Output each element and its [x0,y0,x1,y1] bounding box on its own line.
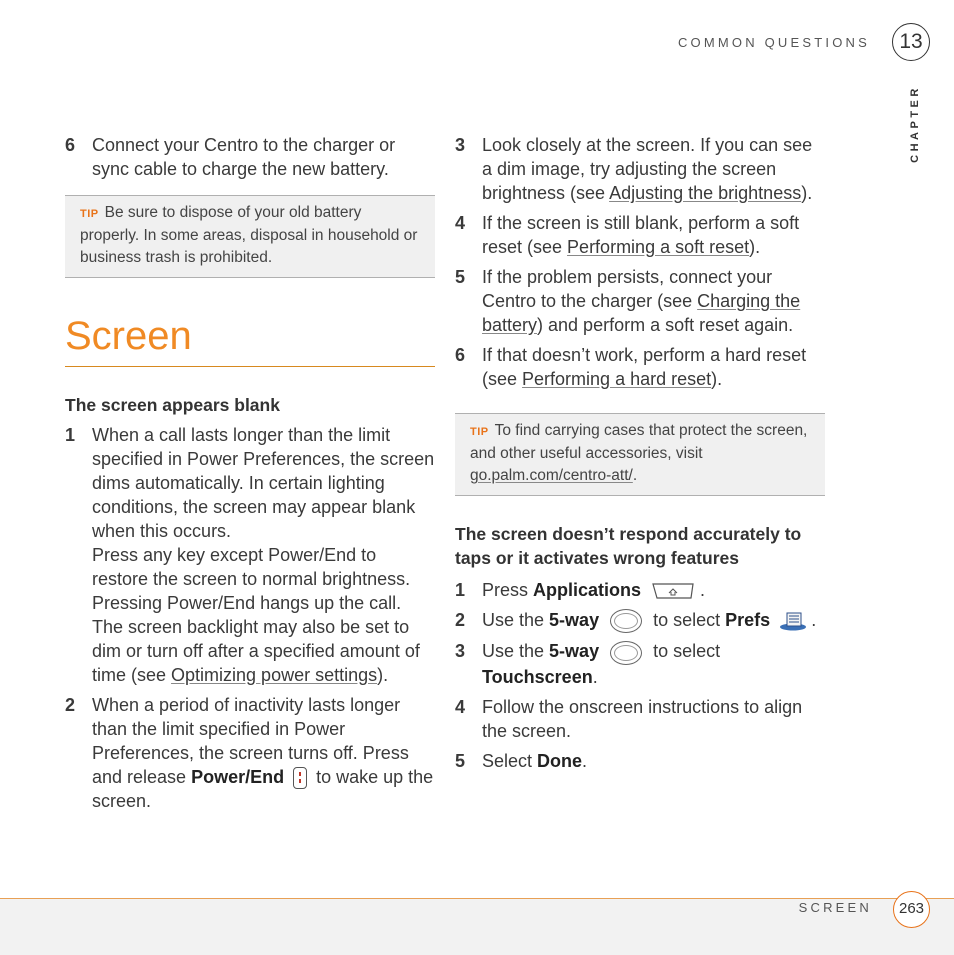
step-text: Select [482,750,538,771]
step-number: 5 [455,267,466,287]
step-item [455,695,825,743]
step-text: ). [377,665,389,685]
step-text: ). [749,237,761,257]
step-text: If the problem persists, connect your Centro to the charger (see [482,267,773,311]
step-item [455,639,825,688]
step-paragraph: When a call lasts longer than the limit specified in Power Preferences, the screen dims automatically. In certain lighting conditions, the screen may appear blank when this occurs. [92,425,435,541]
bold-term: 5-way [549,610,600,630]
step-text: ). [711,369,723,389]
step-item [65,693,435,813]
bold-term: Power/End [191,767,285,787]
bold-term: Done [537,750,583,771]
step-text: Press any key except Power/End to restore the screen to normal brightness. Pressing Power/End hangs up the call. The screen backlight may also be set to dim or turn off after a specified amount of time (see [92,545,420,685]
step-text: to select [648,641,721,662]
page-number-badge: 263 [893,891,930,928]
step-number: 1 [455,580,466,600]
step-number: 1 [65,425,76,445]
chapter-vertical-label: CHAPTER [909,85,921,163]
step-number: 3 [455,641,466,662]
step-text: . [811,610,817,630]
running-head: COMMON QUESTIONS [677,35,870,50]
prefs-icon [779,611,807,631]
tip-text: . [632,467,638,484]
step-text: Follow the onscreen instructions to align the screen. [482,696,803,741]
step-text: . [582,750,588,771]
step-number: 6 [455,345,466,365]
step-item [455,133,825,205]
step-item [65,133,435,181]
link-optimizing-power-settings[interactable]: Optimizing power settings [171,665,378,685]
step-paragraph [92,543,435,687]
link-soft-reset[interactable]: Performing a soft reset [567,237,750,257]
five-way-nav-icon [610,609,642,633]
link-charging-battery[interactable]: Charging the battery [482,291,801,335]
step-text: . [592,666,598,687]
step-item [455,343,825,391]
step-item [455,578,825,602]
step-item [455,749,825,773]
step-text: to select [648,610,726,630]
step-item [455,265,825,337]
step-number: 6 [65,135,76,155]
step-item [65,423,435,687]
tip-text: To find carrying cases that protect the screen, and other useful accessories, visit [470,422,808,462]
tip-label: TIP [80,208,99,220]
right-column [455,133,825,779]
step-number: 5 [455,750,466,771]
five-way-nav-icon [610,641,642,665]
power-end-key-icon [293,767,307,789]
step-text: . [700,580,706,600]
step-number: 2 [455,610,466,630]
step-item [455,608,825,633]
step-text: If the screen is still blank, perform a soft reset (see [482,213,800,257]
left-column [65,133,435,819]
link-hard-reset[interactable]: Performing a hard reset [522,369,712,389]
link-accessories-url[interactable]: go.palm.com/centro-att/ [470,467,633,484]
footer-section-label: SCREEN [798,900,872,915]
step-text: Press [482,580,534,600]
link-adjusting-brightness[interactable]: Adjusting the brightness [609,183,802,203]
tip-label: TIP [470,426,489,438]
step-text: If that doesn’t work, perform a hard reset (see [482,345,807,389]
step-text: ) and perform a soft reset again. [537,315,794,335]
step-text: Look closely at the screen. If you can see a dim image, try adjusting the screen brightness (see [482,135,813,203]
chapter-number-badge: 13 [892,23,930,61]
tip-text: Be sure to dispose of your old battery properly. In some areas, disposal in household or business trash is prohibited. [80,204,418,266]
step-number: 3 [455,135,466,155]
applications-key-icon [652,583,694,599]
subheading: The screen appears blank [65,395,280,415]
step-number: 4 [455,213,466,233]
step-number: 2 [65,695,76,715]
step-text: ). [801,183,813,203]
tip-box [455,413,825,496]
step-text: to wake up the screen. [92,767,434,812]
subheading: The screen doesn’t respond accurately to taps or it activates wrong features [455,524,802,568]
step-text: Use the [482,610,550,630]
step-text: Connect your Centro to the charger or sync cable to charge the new battery. [92,135,396,179]
bold-term: Touchscreen [482,666,593,687]
bold-term: Applications [533,580,642,600]
section-title: Screen [65,312,435,367]
bold-term: 5-way [549,641,600,662]
step-text: Use the [482,641,550,662]
step-text: When a period of inactivity lasts longer than the limit specified in Power Preferences, the screen turns off. Press and release [92,695,409,787]
step-item [455,211,825,259]
tip-box [65,195,435,278]
bold-term: Prefs [725,610,771,630]
step-number: 4 [455,696,466,717]
